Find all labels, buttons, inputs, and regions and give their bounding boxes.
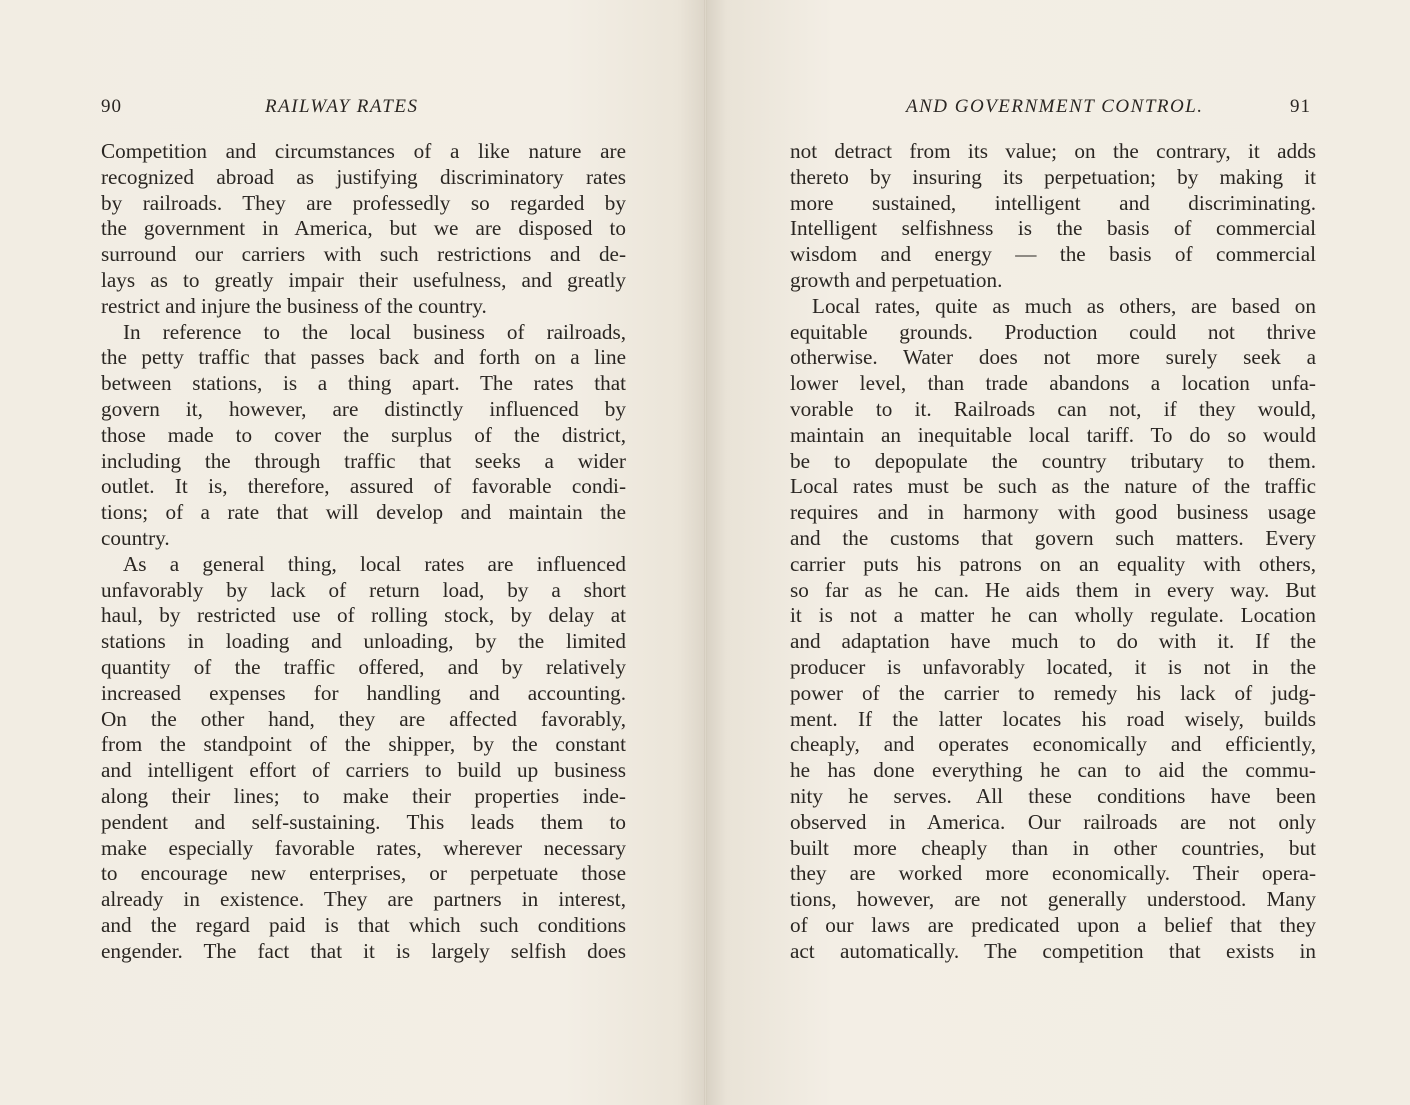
text-line: tions, however, are not generally understood. Many xyxy=(790,887,1316,912)
text-line: so far as he can. He aids them in every way. But xyxy=(790,577,1316,602)
text-line: by railroads. They are professedly so regarded by xyxy=(101,190,626,215)
text-line: equitable grounds. Production could not thrive xyxy=(790,319,1316,344)
text-line: In reference to the local business of railroads, xyxy=(123,319,626,344)
text-line: more sustained, intelligent and discriminating. xyxy=(790,190,1316,215)
text-line: and the customs that govern such matters. Every xyxy=(790,525,1316,550)
text-line: Local rates, quite as much as others, are based on xyxy=(812,293,1316,318)
text-line: unfavorably by lack of return load, by a short xyxy=(101,577,626,602)
text-line: requires and in harmony with good business usage xyxy=(790,500,1316,525)
text-line: stations in loading and unloading, by the limited xyxy=(101,629,626,654)
text-line: along their lines; to make their properties inde- xyxy=(101,783,626,808)
text-line: producer is unfavorably located, it is not in the xyxy=(790,654,1316,679)
text-line: lower level, than trade abandons a location unfa- xyxy=(790,371,1316,396)
book-gutter xyxy=(704,0,707,1105)
text-line: built more cheaply than in other countries, but xyxy=(790,835,1316,860)
text-line: growth and perpetuation. xyxy=(790,267,1003,292)
text-line: he has done everything he can to aid the commu- xyxy=(790,758,1316,783)
text-line: surround our carriers with such restrictions and de- xyxy=(101,242,626,267)
text-line: maintain an inequitable local tariff. To do so would xyxy=(790,422,1316,447)
text-line: between stations, is a thing apart. The rates that xyxy=(101,371,626,396)
text-line: and adaptation have much to do with it. If the xyxy=(790,629,1316,654)
left-running-title: RAILWAY RATES xyxy=(265,96,419,117)
text-line: recognized abroad as justifying discriminatory rates xyxy=(101,164,626,189)
text-line: already in existence. They are partners in interest, xyxy=(101,887,626,912)
right-page-number: 91 xyxy=(1290,96,1311,117)
text-line: otherwise. Water does not more surely seek a xyxy=(790,345,1316,370)
left-running-head xyxy=(101,96,626,126)
right-running-title: AND GOVERNMENT CONTROL. xyxy=(906,96,1204,117)
text-line: engender. The fact that it is largely selfish does xyxy=(101,938,626,963)
text-line: As a general thing, local rates are influenced xyxy=(123,551,626,576)
left-page-text xyxy=(101,139,626,965)
text-line: the petty traffic that passes back and forth on a line xyxy=(101,345,626,370)
text-line: observed in America. Our railroads are not only xyxy=(790,809,1316,834)
text-line: be to depopulate the country tributary to them. xyxy=(790,448,1316,473)
text-line: outlet. It is, therefore, assured of favorable condi- xyxy=(101,474,626,499)
text-line: vorable to it. Railroads can not, if they would, xyxy=(790,396,1316,421)
text-line: those made to cover the surplus of the district, xyxy=(101,422,626,447)
text-line: nity he serves. All these conditions have been xyxy=(790,783,1316,808)
text-line: make especially favorable rates, wherever necessary xyxy=(101,835,626,860)
text-line: tions; of a rate that will develop and maintain the xyxy=(101,500,626,525)
right-page-text xyxy=(790,139,1316,965)
text-line: and the regard paid is that which such conditions xyxy=(101,912,626,937)
left-page-number: 90 xyxy=(101,96,122,117)
text-line: wisdom and energy — the basis of commercial xyxy=(790,242,1316,267)
text-line: quantity of the traffic offered, and by relatively xyxy=(101,654,626,679)
text-line: cheaply, and operates economically and efficiently, xyxy=(790,732,1316,757)
text-line: it is not a matter he can wholly regulate. Location xyxy=(790,603,1316,628)
text-line: haul, by restricted use of rolling stock, by delay at xyxy=(101,603,626,628)
text-line: including the through traffic that seeks a wider xyxy=(101,448,626,473)
text-line: Competition and circumstances of a like nature are xyxy=(101,139,626,163)
right-running-head xyxy=(790,96,1313,126)
text-line: and intelligent effort of carriers to build up business xyxy=(101,758,626,783)
right-page xyxy=(706,0,1410,1105)
text-line: ment. If the latter locates his road wisely, builds xyxy=(790,706,1316,731)
text-line: act automatically. The competition that exists in xyxy=(790,938,1316,963)
text-line: pendent and self-sustaining. This leads them to xyxy=(101,809,626,834)
text-line: from the standpoint of the shipper, by the constant xyxy=(101,732,626,757)
text-line: of our laws are predicated upon a belief that they xyxy=(790,912,1316,937)
text-line: thereto by insuring its perpetuation; by making it xyxy=(790,164,1316,189)
text-line: Local rates must be such as the nature of the traffic xyxy=(790,474,1316,499)
text-line: they are worked more economically. Their opera- xyxy=(790,861,1316,886)
text-line: Intelligent selfishness is the basis of commercial xyxy=(790,216,1316,241)
text-line: govern it, however, are distinctly influenced by xyxy=(101,396,626,421)
text-line: the government in America, but we are disposed to xyxy=(101,216,626,241)
text-line: restrict and injure the business of the country. xyxy=(101,293,487,318)
text-line: country. xyxy=(101,525,170,550)
text-line: carrier puts his patrons on an equality with others, xyxy=(790,551,1316,576)
text-line: power of the carrier to remedy his lack of judg- xyxy=(790,680,1316,705)
text-line: lays as to greatly impair their usefulness, and greatly xyxy=(101,267,626,292)
text-line: to encourage new enterprises, or perpetuate those xyxy=(101,861,626,886)
text-line: not detract from its value; on the contrary, it adds xyxy=(790,139,1316,163)
text-line: increased expenses for handling and accounting. xyxy=(101,680,626,705)
text-line: On the other hand, they are affected favorably, xyxy=(101,706,626,731)
